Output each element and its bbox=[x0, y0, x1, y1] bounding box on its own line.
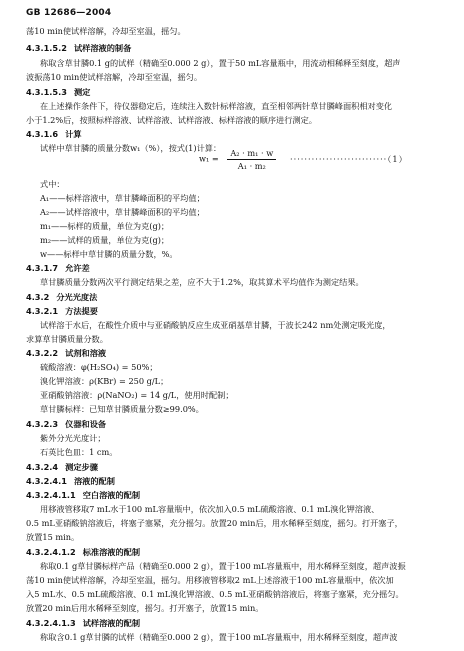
section-heading bbox=[26, 490, 140, 501]
reagent-line: 亚硝酸钠溶液：ρ(NaNO₂) = 14 g/L，使用时配制； bbox=[40, 390, 234, 400]
formula-fraction bbox=[227, 148, 276, 171]
formula-lhs: w₁ = bbox=[199, 153, 219, 164]
text-line: 草甘膦质量分数两次平行测定结果之差，应不大于1.2%，取其算术平均值作为测定结果。 bbox=[40, 277, 364, 287]
definition-line: A₂——试样溶液中，草甘膦峰面积的平均值； bbox=[40, 207, 205, 217]
equation-number: ···························（1） bbox=[290, 154, 408, 164]
text-line: 在上述操作条件下，待仪器稳定后，连续注入数针标样溶液，直至相邻两针草甘膦峰面积相对变化 bbox=[40, 101, 393, 111]
section-title: 仪器和设备 bbox=[65, 419, 107, 429]
text-line: 0.5 mL亚硝酸钠溶液后，将塞子塞紧，充分摇匀。放置20 min后，用水稀释至刻度，摇匀。打开塞子， bbox=[26, 518, 403, 528]
section-title: 空白溶液的配制 bbox=[82, 490, 141, 500]
definition-line: m₂——试样的质量，单位为克(g)； bbox=[40, 235, 170, 245]
text-line: 式中： bbox=[40, 179, 65, 189]
section-title: 方法提要 bbox=[65, 306, 98, 316]
section-number: 4.3.2.4.1.3 bbox=[26, 618, 76, 628]
reagent-line: 溴化钾溶液：ρ(KBr) = 250 g/L； bbox=[40, 376, 169, 386]
section-number: 4.3.1.5.2 bbox=[26, 43, 67, 53]
text-line: 称取含草甘膦0.1 g的试样（精确至0.000 2 g），置于50 mL容量瓶中，用流动相稀释至刻度，超声 bbox=[40, 58, 401, 68]
section-title: 计算 bbox=[65, 129, 82, 139]
section-number: 4.3.1.7 bbox=[26, 263, 59, 273]
section-heading bbox=[26, 292, 97, 303]
section-number: 4.3.1.6 bbox=[26, 129, 59, 139]
section-number: 4.3.2 bbox=[26, 292, 50, 302]
text-line: 用移液管移取7 mL水于100 mL容量瓶中，依次加入0.5 mL硫酸溶液、0.1 mL溴化钾溶液、 bbox=[40, 504, 380, 514]
formula-numerator: A₂ · m₁ · w bbox=[227, 148, 276, 160]
section-number: 4.3.2.4.1.2 bbox=[26, 547, 76, 557]
reagent-line: 草甘膦标样：已知草甘膦质量分数≥99.0%。 bbox=[40, 404, 204, 414]
section-title: 试样溶液的配制 bbox=[82, 618, 141, 628]
text-line: 称取含0.1 g草甘膦的试样（精确至0.000 2 g），置于100 mL容量瓶中，用水稀释至刻度，超声波 bbox=[40, 632, 398, 642]
text-line: 小于1.2%后，按照标样溶液、试样溶液、试样溶液、标样溶液的顺序进行测定。 bbox=[26, 115, 317, 125]
section-title: 试样溶液的制备 bbox=[73, 43, 132, 53]
section-number: 4.3.2.4.1 bbox=[26, 476, 67, 486]
reagent-line: 硫酸溶液：φ(H₂SO₄) = 50%； bbox=[40, 362, 158, 372]
section-number: 4.3.2.3 bbox=[26, 419, 59, 429]
section-number: 4.3.2.4.1.1 bbox=[26, 490, 76, 500]
section-title: 标准溶液的配制 bbox=[82, 547, 141, 557]
text-line: 荡10 min使试样溶解，冷却至室温，摇匀。用移液管移取2 mL上述溶液于100 mL容量瓶中，依次加 bbox=[26, 575, 394, 585]
section-heading bbox=[26, 618, 140, 629]
text-line: 称取0.1 g草甘膦标样产品（精确至0.000 2 g），置于100 mL容量瓶中，用水稀释至刻度，超声波振 bbox=[40, 561, 406, 571]
section-title: 溶液的配制 bbox=[73, 476, 115, 486]
text-line: 放置20 min后用水稀释至刻度，摇匀。打开塞子，放置15 min。 bbox=[26, 603, 264, 613]
section-heading bbox=[26, 462, 98, 473]
text-line: 波振荡10 min使试样溶解，冷却至室温，摇匀。 bbox=[26, 72, 203, 82]
definition-line: m₁——标样的质量，单位为克(g)； bbox=[40, 221, 170, 231]
section-heading bbox=[26, 306, 98, 317]
formula-denominator: A₁ · m₂ bbox=[237, 161, 266, 171]
section-title: 测定 bbox=[73, 87, 91, 97]
section-heading bbox=[26, 547, 140, 558]
text-line: 试样中草甘膦的质量分数w₁（%），按式(1)计算： bbox=[40, 143, 222, 153]
text-line: 放置15 min。 bbox=[26, 532, 80, 542]
section-number: 4.3.2.2 bbox=[26, 348, 59, 358]
formula-1 bbox=[199, 148, 276, 171]
section-heading bbox=[26, 419, 106, 430]
text-line: 试样溶于水后，在酸性介质中与亚硝酸钠反应生成亚硝基草甘膦，于波长242 nm处测定吸光度， bbox=[40, 320, 391, 330]
section-heading bbox=[26, 129, 82, 140]
text-line: 求算草甘膦质量分数。 bbox=[26, 334, 108, 344]
definition-line: A₁——标样溶液中，草甘膦峰面积的平均值； bbox=[40, 193, 205, 203]
section-title: 分光光度法 bbox=[56, 292, 98, 302]
section-heading bbox=[26, 476, 115, 487]
standard-header: GB 12686—2004 bbox=[26, 8, 112, 18]
section-heading bbox=[26, 263, 90, 274]
section-number: 4.3.2.1 bbox=[26, 306, 59, 316]
equipment-line: 紫外分光光度计； bbox=[40, 433, 106, 443]
section-title: 试剂和溶液 bbox=[65, 348, 107, 358]
section-heading bbox=[26, 87, 90, 98]
text-line: 入5 mL水、0.5 mL硫酸溶液、0.1 mL溴化钾溶液、0.5 mL亚硝酸钠溶液后，将塞子塞紧，充分摇匀。 bbox=[26, 589, 404, 599]
definition-line: w——标样中草甘膦的质量分数，%。 bbox=[40, 249, 178, 259]
equipment-line: 石英比色皿：1 cm。 bbox=[40, 447, 118, 457]
text-line: 荡10 min使试样溶解，冷却至室温，摇匀。 bbox=[26, 26, 186, 36]
section-title: 测定步骤 bbox=[65, 462, 98, 472]
section-title: 允许差 bbox=[65, 263, 90, 273]
section-number: 4.3.2.4 bbox=[26, 462, 59, 472]
section-heading bbox=[26, 348, 106, 359]
section-heading bbox=[26, 43, 131, 54]
section-number: 4.3.1.5.3 bbox=[26, 87, 67, 97]
